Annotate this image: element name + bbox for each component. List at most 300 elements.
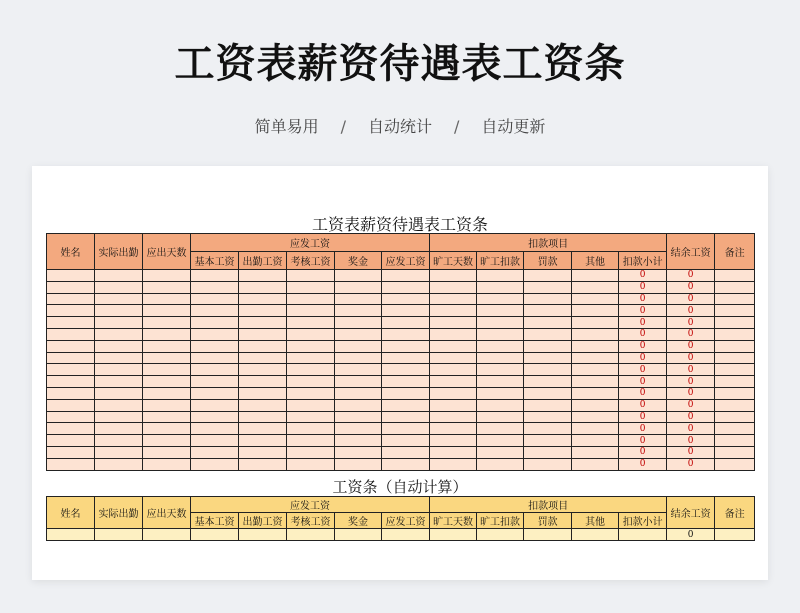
cell-other[interactable] (572, 458, 619, 470)
cell-gross-pay[interactable] (382, 317, 430, 329)
cell-gross-pay[interactable] (382, 423, 430, 435)
cell-deduct-subtotal[interactable]: 0 (619, 399, 667, 411)
cell-name[interactable] (47, 352, 95, 364)
cell-deduct-subtotal[interactable]: 0 (619, 446, 667, 458)
cell-net-pay[interactable]: 0 (667, 270, 715, 282)
cell-fine[interactable] (524, 376, 572, 388)
cell-absent-deduct[interactable] (477, 423, 524, 435)
table-row (47, 387, 755, 399)
cell-due-days[interactable] (143, 446, 191, 458)
header-other: 其他 (572, 513, 619, 529)
cell-due-days[interactable] (143, 435, 191, 447)
cell-fine[interactable] (524, 446, 572, 458)
cell-attendance[interactable] (95, 340, 143, 352)
cell-attendance-pay[interactable] (239, 423, 287, 435)
cell-remark[interactable] (715, 317, 755, 329)
cell-due-days[interactable] (143, 270, 191, 282)
cell-remark[interactable] (715, 423, 755, 435)
cell-name[interactable] (47, 328, 95, 340)
cell-net-pay[interactable]: 0 (667, 328, 715, 340)
cell-fine[interactable] (524, 423, 572, 435)
cell-base-pay[interactable] (191, 423, 239, 435)
header-due-days: 应出天数 (143, 234, 191, 270)
cell-deduct-subtotal[interactable]: 0 (619, 458, 667, 470)
cell-gross-pay[interactable] (382, 458, 430, 470)
cell-remark[interactable] (715, 458, 755, 470)
cell-deduct-subtotal[interactable]: 0 (619, 317, 667, 329)
header-attendance-pay: 出勤工资 (239, 252, 287, 270)
cell-fine[interactable] (524, 387, 572, 399)
cell-attendance[interactable] (95, 305, 143, 317)
cell-attendance-pay[interactable] (239, 529, 287, 541)
cell-deduct-subtotal[interactable]: 0 (619, 293, 667, 305)
cell-remark[interactable] (715, 376, 755, 388)
cell-net-pay[interactable]: 0 (667, 352, 715, 364)
cell-bonus[interactable] (335, 270, 382, 282)
cell-other[interactable] (572, 423, 619, 435)
cell-gross-pay[interactable] (382, 446, 430, 458)
cell-absent-days[interactable] (430, 435, 477, 447)
header-net-pay: 结余工资 (667, 234, 715, 270)
cell-attendance[interactable] (95, 411, 143, 423)
cell-remark[interactable] (715, 328, 755, 340)
cell-assessment-pay[interactable] (287, 387, 335, 399)
cell-base-pay[interactable] (191, 399, 239, 411)
cell-deduct-subtotal[interactable]: 0 (619, 281, 667, 293)
cell-name[interactable] (47, 376, 95, 388)
cell-absent-deduct[interactable] (477, 340, 524, 352)
cell-assessment-pay[interactable] (287, 305, 335, 317)
cell-bonus[interactable] (335, 435, 382, 447)
cell-assessment-pay[interactable] (287, 399, 335, 411)
cell-absent-days[interactable] (430, 364, 477, 376)
cell-absent-days[interactable] (430, 293, 477, 305)
cell-net-pay[interactable]: 0 (667, 446, 715, 458)
cell-assessment-pay[interactable] (287, 458, 335, 470)
cell-deduct-subtotal[interactable]: 0 (619, 376, 667, 388)
cell-other[interactable] (572, 293, 619, 305)
cell-deduct-subtotal[interactable]: 0 (619, 364, 667, 376)
cell-other[interactable] (572, 317, 619, 329)
cell-fine[interactable] (524, 411, 572, 423)
cell-deduct-subtotal[interactable]: 0 (619, 305, 667, 317)
cell-absent-days[interactable] (430, 305, 477, 317)
cell-other[interactable] (572, 305, 619, 317)
cell-net-pay[interactable]: 0 (667, 376, 715, 388)
feature-auto-stat: 自动统计 (367, 117, 432, 136)
cell-fine[interactable] (524, 305, 572, 317)
cell-name[interactable] (47, 411, 95, 423)
cell-other[interactable] (572, 411, 619, 423)
cell-absent-days[interactable] (430, 458, 477, 470)
cell-attendance[interactable] (95, 364, 143, 376)
cell-due-days[interactable] (143, 399, 191, 411)
cell-name[interactable] (47, 435, 95, 447)
cell-fine[interactable] (524, 364, 572, 376)
cell-base-pay[interactable] (191, 293, 239, 305)
cell-remark[interactable] (715, 364, 755, 376)
cell-remark[interactable] (715, 529, 755, 541)
cell-attendance[interactable] (95, 423, 143, 435)
cell-net-pay[interactable]: 0 (667, 281, 715, 293)
separator: / (454, 117, 460, 136)
cell-net-pay[interactable]: 0 (667, 340, 715, 352)
cell-other[interactable] (572, 399, 619, 411)
cell-other[interactable] (572, 328, 619, 340)
cell-attendance[interactable] (95, 317, 143, 329)
cell-absent-days[interactable] (430, 529, 477, 541)
cell-gross-pay[interactable] (382, 387, 430, 399)
cell-fine[interactable] (524, 281, 572, 293)
cell-assessment-pay[interactable] (287, 435, 335, 447)
cell-attendance-pay[interactable] (239, 376, 287, 388)
cell-gross-pay[interactable] (382, 340, 430, 352)
cell-absent-days[interactable] (430, 281, 477, 293)
cell-net-pay[interactable]: 0 (667, 387, 715, 399)
cell-deduct-subtotal[interactable]: 0 (619, 328, 667, 340)
cell-attendance-pay[interactable] (239, 352, 287, 364)
cell-name[interactable] (47, 270, 95, 282)
cell-net-pay[interactable]: 0 (667, 399, 715, 411)
cell-attendance-pay[interactable] (239, 305, 287, 317)
header-assessment-pay: 考核工资 (287, 513, 335, 529)
cell-gross-pay[interactable] (382, 376, 430, 388)
cell-absent-deduct[interactable] (477, 458, 524, 470)
cell-other[interactable] (572, 281, 619, 293)
cell-other[interactable] (572, 340, 619, 352)
cell-attendance[interactable] (95, 399, 143, 411)
table-row (47, 458, 755, 470)
cell-fine[interactable] (524, 435, 572, 447)
cell-attendance-pay[interactable] (239, 340, 287, 352)
cell-remark[interactable] (715, 340, 755, 352)
cell-due-days[interactable] (143, 387, 191, 399)
cell-attendance-pay[interactable] (239, 387, 287, 399)
table-row (47, 411, 755, 423)
calc-table-title: 工资条（自动计算） (332, 478, 468, 496)
cell-due-days[interactable] (143, 458, 191, 470)
header-absent-days: 旷工天数 (430, 252, 477, 270)
cell-fine[interactable] (524, 317, 572, 329)
cell-assessment-pay[interactable] (287, 364, 335, 376)
cell-due-days[interactable] (143, 423, 191, 435)
cell-due-days[interactable] (143, 340, 191, 352)
cell-fine[interactable] (524, 270, 572, 282)
cell-absent-deduct[interactable] (477, 411, 524, 423)
cell-fine[interactable] (524, 399, 572, 411)
cell-absent-deduct[interactable] (477, 435, 524, 447)
header-absent-deduct: 旷工扣款 (477, 252, 524, 270)
cell-due-days[interactable] (143, 305, 191, 317)
cell-base-pay[interactable] (191, 458, 239, 470)
cell-gross-pay[interactable] (382, 270, 430, 282)
cell-fine[interactable] (524, 293, 572, 305)
cell-gross-pay[interactable] (382, 328, 430, 340)
cell-attendance-pay[interactable] (239, 281, 287, 293)
cell-absent-deduct[interactable] (477, 328, 524, 340)
cell-absent-deduct[interactable] (477, 399, 524, 411)
cell-remark[interactable] (715, 387, 755, 399)
cell-absent-deduct[interactable] (477, 317, 524, 329)
cell-due-days[interactable] (143, 376, 191, 388)
cell-absent-days[interactable] (430, 387, 477, 399)
cell-absent-days[interactable] (430, 270, 477, 282)
cell-name[interactable] (47, 458, 95, 470)
cell-bonus[interactable] (335, 305, 382, 317)
cell-remark[interactable] (715, 281, 755, 293)
cell-assessment-pay[interactable] (287, 293, 335, 305)
cell-net-pay[interactable]: 0 (667, 529, 715, 541)
cell-net-pay[interactable]: 0 (667, 364, 715, 376)
cell-bonus[interactable] (335, 529, 382, 541)
cell-name[interactable] (47, 281, 95, 293)
cell-other[interactable] (572, 376, 619, 388)
cell-absent-deduct[interactable] (477, 270, 524, 282)
cell-attendance-pay[interactable] (239, 328, 287, 340)
cell-due-days[interactable] (143, 411, 191, 423)
cell-base-pay[interactable] (191, 411, 239, 423)
cell-absent-days[interactable] (430, 423, 477, 435)
cell-assessment-pay[interactable] (287, 328, 335, 340)
cell-absent-deduct[interactable] (477, 446, 524, 458)
table-row (47, 352, 755, 364)
header-deduct-subtotal: 扣款小计 (619, 513, 667, 529)
cell-assessment-pay[interactable] (287, 376, 335, 388)
cell-absent-days[interactable] (430, 328, 477, 340)
cell-bonus[interactable] (335, 411, 382, 423)
cell-assessment-pay[interactable] (287, 340, 335, 352)
cell-remark[interactable] (715, 399, 755, 411)
cell-due-days[interactable] (143, 364, 191, 376)
cell-bonus[interactable] (335, 458, 382, 470)
cell-deduct-subtotal[interactable]: 0 (619, 423, 667, 435)
cell-name[interactable] (47, 399, 95, 411)
cell-attendance[interactable] (95, 328, 143, 340)
cell-assessment-pay[interactable] (287, 317, 335, 329)
cell-other[interactable] (572, 352, 619, 364)
cell-base-pay[interactable] (191, 364, 239, 376)
cell-absent-deduct[interactable] (477, 529, 524, 541)
cell-bonus[interactable] (335, 387, 382, 399)
cell-fine[interactable] (524, 458, 572, 470)
header-other: 其他 (572, 252, 619, 270)
table-row (47, 328, 755, 340)
cell-due-days[interactable] (143, 293, 191, 305)
cell-gross-pay[interactable] (382, 364, 430, 376)
header-bonus: 奖金 (335, 252, 382, 270)
cell-base-pay[interactable] (191, 376, 239, 388)
cell-absent-deduct[interactable] (477, 305, 524, 317)
cell-name[interactable] (47, 446, 95, 458)
cell-attendance-pay[interactable] (239, 364, 287, 376)
header-base-pay: 基本工资 (191, 252, 239, 270)
cell-bonus[interactable] (335, 317, 382, 329)
cell-remark[interactable] (715, 435, 755, 447)
cell-bonus[interactable] (335, 446, 382, 458)
cell-net-pay[interactable]: 0 (667, 435, 715, 447)
table-row (47, 364, 755, 376)
cell-remark[interactable] (715, 352, 755, 364)
cell-base-pay[interactable] (191, 305, 239, 317)
cell-base-pay[interactable] (191, 317, 239, 329)
header-pay-group: 应发工资 (191, 497, 430, 513)
cell-gross-pay[interactable] (382, 352, 430, 364)
cell-gross-pay[interactable] (382, 435, 430, 447)
cell-fine[interactable] (524, 340, 572, 352)
cell-gross-pay[interactable] (382, 529, 430, 541)
cell-other[interactable] (572, 435, 619, 447)
cell-absent-days[interactable] (430, 376, 477, 388)
cell-bonus[interactable] (335, 328, 382, 340)
cell-name[interactable] (47, 387, 95, 399)
cell-absent-days[interactable] (430, 340, 477, 352)
cell-deduct-subtotal[interactable]: 0 (619, 435, 667, 447)
cell-bonus[interactable] (335, 281, 382, 293)
cell-fine[interactable] (524, 529, 572, 541)
cell-name[interactable] (47, 423, 95, 435)
cell-base-pay[interactable] (191, 446, 239, 458)
cell-attendance[interactable] (95, 281, 143, 293)
cell-other[interactable] (572, 387, 619, 399)
cell-attendance[interactable] (95, 529, 143, 541)
cell-base-pay[interactable] (191, 352, 239, 364)
cell-net-pay[interactable]: 0 (667, 317, 715, 329)
cell-name[interactable] (47, 305, 95, 317)
cell-base-pay[interactable] (191, 529, 239, 541)
header-remark: 备注 (715, 234, 755, 270)
cell-base-pay[interactable] (191, 387, 239, 399)
cell-assessment-pay[interactable] (287, 270, 335, 282)
cell-absent-deduct[interactable] (477, 281, 524, 293)
cell-attendance[interactable] (95, 458, 143, 470)
cell-attendance[interactable] (95, 270, 143, 282)
cell-attendance[interactable] (95, 352, 143, 364)
cell-absent-deduct[interactable] (477, 293, 524, 305)
cell-assessment-pay[interactable] (287, 281, 335, 293)
cell-remark[interactable] (715, 270, 755, 282)
cell-due-days[interactable] (143, 328, 191, 340)
cell-fine[interactable] (524, 352, 572, 364)
cell-due-days[interactable] (143, 281, 191, 293)
cell-deduct-subtotal[interactable]: 0 (619, 387, 667, 399)
cell-attendance[interactable] (95, 446, 143, 458)
header-gross-pay: 应发工资 (382, 252, 430, 270)
cell-absent-days[interactable] (430, 399, 477, 411)
cell-base-pay[interactable] (191, 270, 239, 282)
cell-absent-days[interactable] (430, 411, 477, 423)
cell-absent-days[interactable] (430, 317, 477, 329)
cell-assessment-pay[interactable] (287, 529, 335, 541)
cell-due-days[interactable] (143, 529, 191, 541)
cell-base-pay[interactable] (191, 435, 239, 447)
cell-fine[interactable] (524, 328, 572, 340)
cell-assessment-pay[interactable] (287, 446, 335, 458)
cell-remark[interactable] (715, 446, 755, 458)
main-table-title: 工资表薪资待遇表工资条 (311, 215, 488, 234)
cell-absent-deduct[interactable] (477, 387, 524, 399)
cell-attendance-pay[interactable] (239, 270, 287, 282)
cell-assessment-pay[interactable] (287, 411, 335, 423)
cell-name[interactable] (47, 364, 95, 376)
cell-deduct-subtotal[interactable]: 0 (619, 411, 667, 423)
cell-name[interactable] (47, 293, 95, 305)
cell-other[interactable] (572, 529, 619, 541)
cell-net-pay[interactable]: 0 (667, 423, 715, 435)
cell-attendance-pay[interactable] (239, 399, 287, 411)
cell-deduct-subtotal[interactable]: 0 (619, 270, 667, 282)
cell-attendance[interactable] (95, 376, 143, 388)
cell-absent-days[interactable] (430, 352, 477, 364)
cell-attendance-pay[interactable] (239, 293, 287, 305)
header-pay-group: 应发工资 (191, 234, 430, 252)
cell-assessment-pay[interactable] (287, 423, 335, 435)
cell-gross-pay[interactable] (382, 293, 430, 305)
cell-deduct-subtotal[interactable]: 0 (619, 340, 667, 352)
cell-attendance-pay[interactable] (239, 435, 287, 447)
cell-gross-pay[interactable] (382, 305, 430, 317)
cell-gross-pay[interactable] (382, 399, 430, 411)
header-fine: 罚款 (524, 513, 572, 529)
cell-bonus[interactable] (335, 364, 382, 376)
cell-name[interactable] (47, 340, 95, 352)
cell-deduct-subtotal[interactable] (619, 529, 667, 541)
cell-remark[interactable] (715, 293, 755, 305)
cell-net-pay[interactable]: 0 (667, 458, 715, 470)
cell-bonus[interactable] (335, 376, 382, 388)
cell-net-pay[interactable]: 0 (667, 305, 715, 317)
cell-gross-pay[interactable] (382, 411, 430, 423)
cell-name[interactable] (47, 529, 95, 541)
cell-absent-deduct[interactable] (477, 376, 524, 388)
cell-other[interactable] (572, 364, 619, 376)
cell-other[interactable] (572, 446, 619, 458)
cell-due-days[interactable] (143, 317, 191, 329)
cell-name[interactable] (47, 317, 95, 329)
cell-attendance-pay[interactable] (239, 446, 287, 458)
table-row (47, 305, 755, 317)
cell-net-pay[interactable]: 0 (667, 293, 715, 305)
cell-attendance[interactable] (95, 435, 143, 447)
cell-net-pay[interactable]: 0 (667, 411, 715, 423)
cell-attendance-pay[interactable] (239, 317, 287, 329)
cell-bonus[interactable] (335, 293, 382, 305)
cell-assessment-pay[interactable] (287, 352, 335, 364)
table-row (47, 317, 755, 329)
cell-attendance-pay[interactable] (239, 458, 287, 470)
cell-bonus[interactable] (335, 340, 382, 352)
cell-absent-days[interactable] (430, 446, 477, 458)
cell-attendance[interactable] (95, 293, 143, 305)
cell-bonus[interactable] (335, 352, 382, 364)
cell-remark[interactable] (715, 411, 755, 423)
cell-absent-deduct[interactable] (477, 352, 524, 364)
cell-absent-deduct[interactable] (477, 364, 524, 376)
cell-base-pay[interactable] (191, 281, 239, 293)
cell-other[interactable] (572, 270, 619, 282)
cell-attendance-pay[interactable] (239, 411, 287, 423)
cell-deduct-subtotal[interactable]: 0 (619, 352, 667, 364)
cell-due-days[interactable] (143, 352, 191, 364)
page-title: 工资表薪资待遇表工资条 (174, 41, 626, 87)
cell-remark[interactable] (715, 305, 755, 317)
cell-bonus[interactable] (335, 423, 382, 435)
table-row (47, 340, 755, 352)
cell-bonus[interactable] (335, 399, 382, 411)
cell-base-pay[interactable] (191, 340, 239, 352)
cell-gross-pay[interactable] (382, 281, 430, 293)
cell-base-pay[interactable] (191, 328, 239, 340)
cell-attendance[interactable] (95, 387, 143, 399)
